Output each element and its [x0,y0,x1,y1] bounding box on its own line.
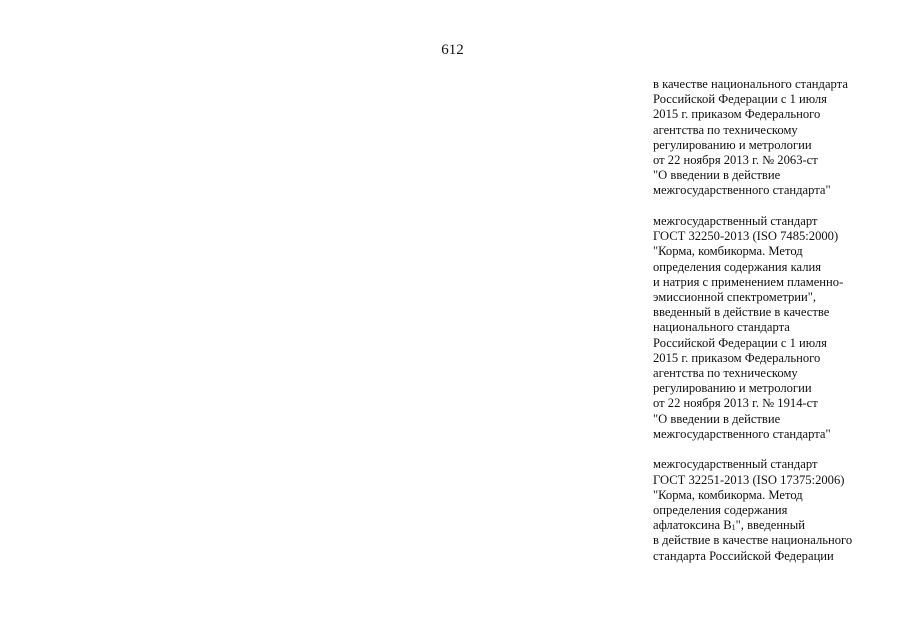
text-line: регулированию и метрологии [653,381,812,396]
text-line: в качестве национального стандарта [653,77,848,91]
text-line: Российской Федерации с 1 июля [653,92,827,107]
paragraph-block [653,457,898,563]
text-line: и натрия с применением пламенно- [653,274,844,289]
text-line: национального стандарта [653,320,790,335]
aflatoxin-text: афлатоксина B [653,518,732,533]
text-column [653,77,898,579]
aflatoxin-line [653,518,898,533]
text-line: 2015 г. приказом Федерального [653,107,821,122]
text-line: от 22 ноября 2013 г. № 1914-ст [653,396,818,411]
text-line: межгосударственный стандарт [653,457,818,472]
text-line: "Корма, комбикорма. Метод [653,487,803,502]
page-number: 612 [441,42,464,58]
text-line: от 22 ноября 2013 г. № 2063-ст [653,153,818,168]
text-line: межгосударственного стандарта" [653,183,831,198]
text-line: агентства по техническому [653,366,798,381]
text-line: определения содержания [653,503,788,518]
text-line: введенный в действие в качестве [653,305,830,320]
text-line: "Корма, комбикорма. Метод [653,244,803,259]
text-line: Российской Федерации с 1 июля [653,335,827,350]
text-line: "О введении в действие [653,411,781,426]
text-line: ГОСТ 32250-2013 (ISO 7485:2000) [653,229,839,244]
paragraph-block [653,214,898,442]
aflatoxin-subscript: 1 [731,523,736,533]
text-line: в действие в качестве национального [653,533,853,548]
text-line: эмиссионной спектрометрии", [653,290,817,305]
text-line: 2015 г. приказом Федерального [653,350,821,365]
text-line: стандарта Российской Федерации [653,548,834,563]
paragraph-block [653,77,898,199]
text-line: регулированию и метрологии [653,137,812,152]
text-line: межгосударственного стандарта" [653,426,831,441]
text-line: "О введении в действие [653,168,781,183]
text-line: ГОСТ 32251-2013 (ISO 17375:2006) [653,472,845,487]
text-line: межгосударственный стандарт [653,214,818,229]
aflatoxin-text-after: ", введенный [735,518,805,533]
text-line: определения содержания калия [653,259,822,274]
text-line: агентства по техническому [653,122,798,137]
